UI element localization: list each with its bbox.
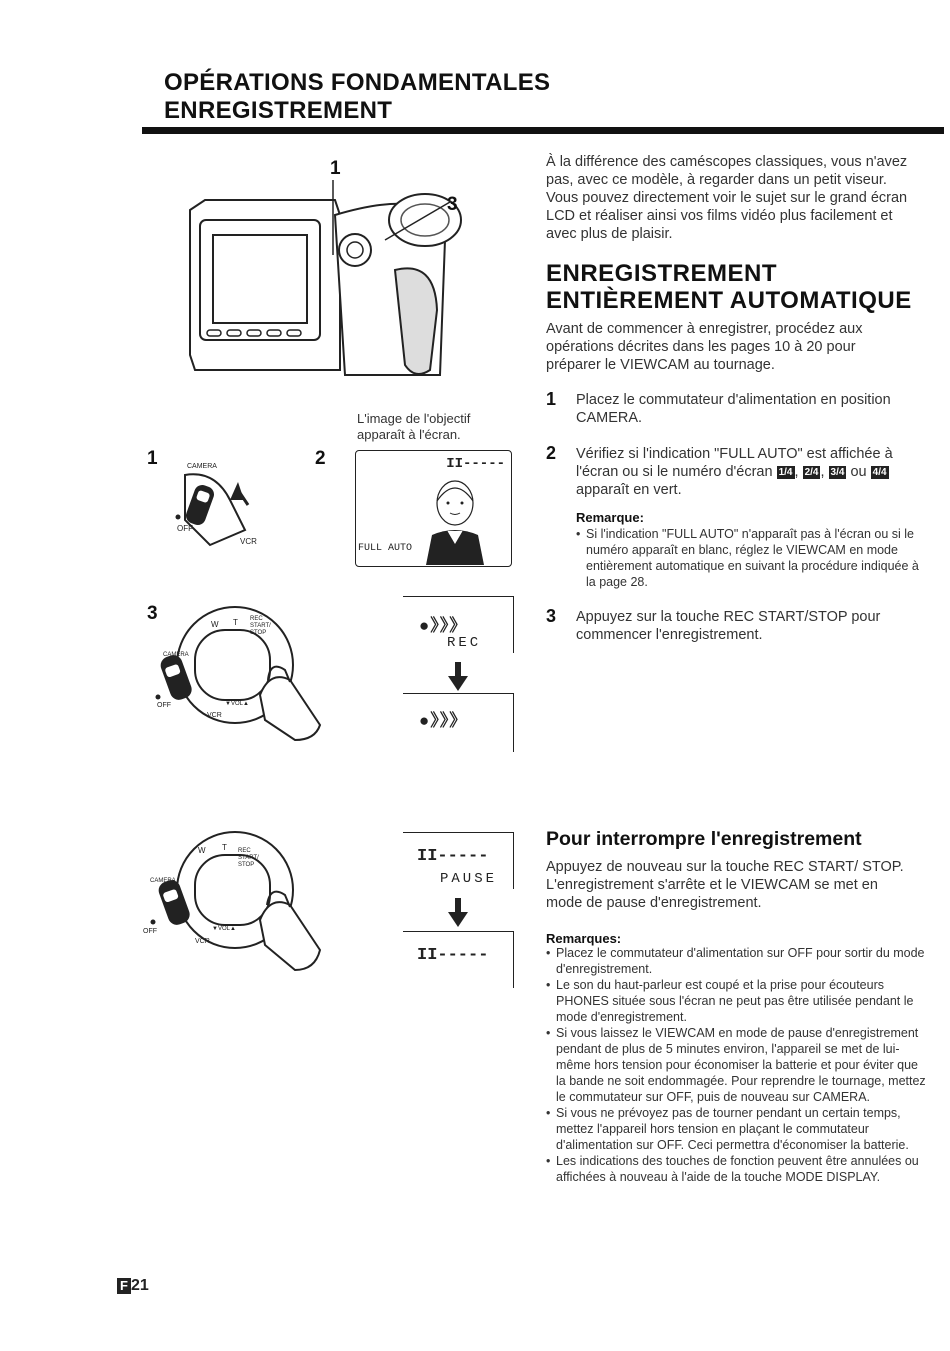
camera-callout-1: 1 <box>330 158 341 179</box>
dial-off-label: OFF <box>143 928 157 935</box>
remark-item: • Si vous laissez le VIEWCAM en mode de pause d'enregistrement pendant de plus de 5 minutes environ, l'appareil se met de lui-même hors tension pour économiser la batterie et pour éviter que la bande ne soit endommagée. Pour reprendre le tournage, mettez le commutateur sur OFF, puis de nouveau sur CAMERA. <box>546 1025 928 1105</box>
screen-badge-4: 4/4 <box>872 466 887 478</box>
header-rule <box>142 127 944 134</box>
dial-vol-label: ▼VOL▲ <box>225 701 249 707</box>
fig2-number: 2 <box>315 448 326 469</box>
dial-w-label: W <box>211 620 219 629</box>
language-badge: F <box>117 1278 131 1294</box>
step-3-text: Appuyez sur la touche REC START/STOP pour commencer l'enregistrement. <box>576 609 881 643</box>
fig3-number: 3 <box>147 603 158 624</box>
remark-item: • Les indications des touches de fonction peuvent être annulées ou affichées à nouveau à l'aide de la touche MODE DISPLAY. <box>546 1153 928 1185</box>
switch-label-vcr: VCR <box>240 537 257 546</box>
switch-label-off: OFF <box>177 524 193 533</box>
rec-dial-illustration <box>150 600 330 745</box>
auto-heading-line1: ENREGISTREMENT <box>546 260 778 287</box>
page-footer <box>117 1277 149 1295</box>
camcorder-drawing <box>185 160 475 390</box>
down-arrow-icon <box>448 662 468 697</box>
power-switch-drawing <box>170 460 280 560</box>
pause-lead: Appuyez de nouveau sur la touche REC START/ STOP. L'enregistrement s'arrête et le VIEWCAM se met en mode de pause d'enregistrement. <box>546 859 904 911</box>
page-subtitle: ENREGISTREMENT <box>164 97 393 124</box>
screen-badge-1: 1/4 <box>778 466 793 478</box>
dial-off-label: OFF <box>157 702 171 709</box>
pause-symbol: II----- <box>417 946 489 965</box>
rec-dial-drawing <box>150 600 330 745</box>
step-3-number: 3 <box>546 606 557 626</box>
pause-display-1 <box>403 832 514 889</box>
down-arrow-icon <box>448 898 468 933</box>
pause-symbol: II----- <box>417 847 489 866</box>
step-1-number: 1 <box>546 389 557 409</box>
rec-symbol: ●》》》 <box>419 618 468 637</box>
dial-vcr-label: VCR <box>207 712 222 719</box>
lcd-caption: L'image de l'objectif apparaît à l'écran. <box>357 411 471 442</box>
remark-item: • Placez le commutateur d'alimentation sur OFF pour sortir du mode d'enregistrement. <box>546 945 928 977</box>
dial-t-label: T <box>233 618 238 627</box>
lcd-pause-indicator: II----- <box>446 456 505 472</box>
dial-vcr-label: VCR <box>195 938 210 945</box>
step-2-text: Vérifiez si l'indication "FULL AUTO" est affichée à l'écran ou si le numéro d'écran 1/4 , 2/4 , 3/4 ou 4/4 apparaît en vert. <box>576 446 893 498</box>
auto-heading-line2: ENTIÈREMENT AUTOMATIQUE <box>546 287 912 314</box>
rec-display-1 <box>403 596 514 653</box>
step-1-text: Placez le commutateur d'alimentation en position CAMERA. <box>576 392 891 426</box>
switch-label-camera: CAMERA <box>187 463 217 470</box>
dial-rec-label: REC START/ STOP <box>250 616 271 636</box>
remark-item: • Si vous ne prévoyez pas de tourner pendant un certain temps, mettez l'appareil hors tension en plaçant le commutateur d'alimentation sur OFF. Ceci permettra d'économiser la batterie. <box>546 1105 928 1153</box>
page-number: 21 <box>130 1277 149 1294</box>
lcd-full-auto: FULL AUTO <box>358 543 413 554</box>
remark-text: • Si l'indication "FULL AUTO" n'apparaît pas à l'écran ou si le numéro apparaît en blanc, réglez le VIEWCAM en mode entièrement automatique en suivant la procédure indiquée à la page 28. <box>576 526 928 590</box>
remark-title: Remarque: <box>576 510 644 525</box>
dial-w-label: W <box>198 846 206 855</box>
auto-lead: Avant de commencer à enregistrer, procédez aux opérations décrites dans les pages 10 à 20 pour préparer le VIEWCAM au tournage. <box>546 321 863 373</box>
camera-callout-3: 3 <box>447 194 458 215</box>
pause-display-2 <box>403 931 514 988</box>
remarks-title: Remarques: <box>546 931 622 946</box>
remark-item: • Le son du haut-parleur est coupé et la prise pour écouteurs PHONES située sous l'écran ne peut pas être utilisée pendant le mode d'enregistrement. <box>546 977 928 1025</box>
rec-display-2 <box>403 693 514 752</box>
rec-label: REC <box>447 635 482 651</box>
screen-badge-2: 2/4 <box>804 466 819 478</box>
screen-badge-3: 3/4 <box>830 466 845 478</box>
intro-paragraph: À la différence des caméscopes classiques, vous n'avez pas, avec ce modèle, à regarder dans un petit viseur. Vous pouvez directement voir le sujet sur le grand écran LCD et réaliser ainsi vos films vidéo plus facilement et avec plus de plaisir. <box>546 154 908 242</box>
dial-camera-label: CAMERA <box>150 878 176 884</box>
rec-symbol: ●》》》 <box>419 713 468 732</box>
pause-label: PAUSE <box>440 871 498 887</box>
remarks-list <box>546 945 928 1185</box>
power-switch-illustration <box>170 460 280 560</box>
lcd-screen <box>355 450 512 567</box>
step-2-number: 2 <box>546 443 557 463</box>
dial-rec-label: REC START/ STOP <box>238 848 259 868</box>
pause-heading: Pour interrompre l'enregistrement <box>546 828 862 850</box>
dial-camera-label: CAMERA <box>163 652 189 658</box>
subject-person-drawing <box>418 473 493 565</box>
pause-dial-drawing <box>145 830 325 975</box>
page-title: OPÉRATIONS FONDAMENTALES <box>164 69 551 96</box>
pause-dial-illustration <box>145 830 325 975</box>
dial-t-label: T <box>222 843 227 852</box>
fig1-number: 1 <box>147 448 158 469</box>
camcorder-illustration <box>185 160 475 390</box>
dial-vol-label: ▼VOL▲ <box>212 926 236 932</box>
